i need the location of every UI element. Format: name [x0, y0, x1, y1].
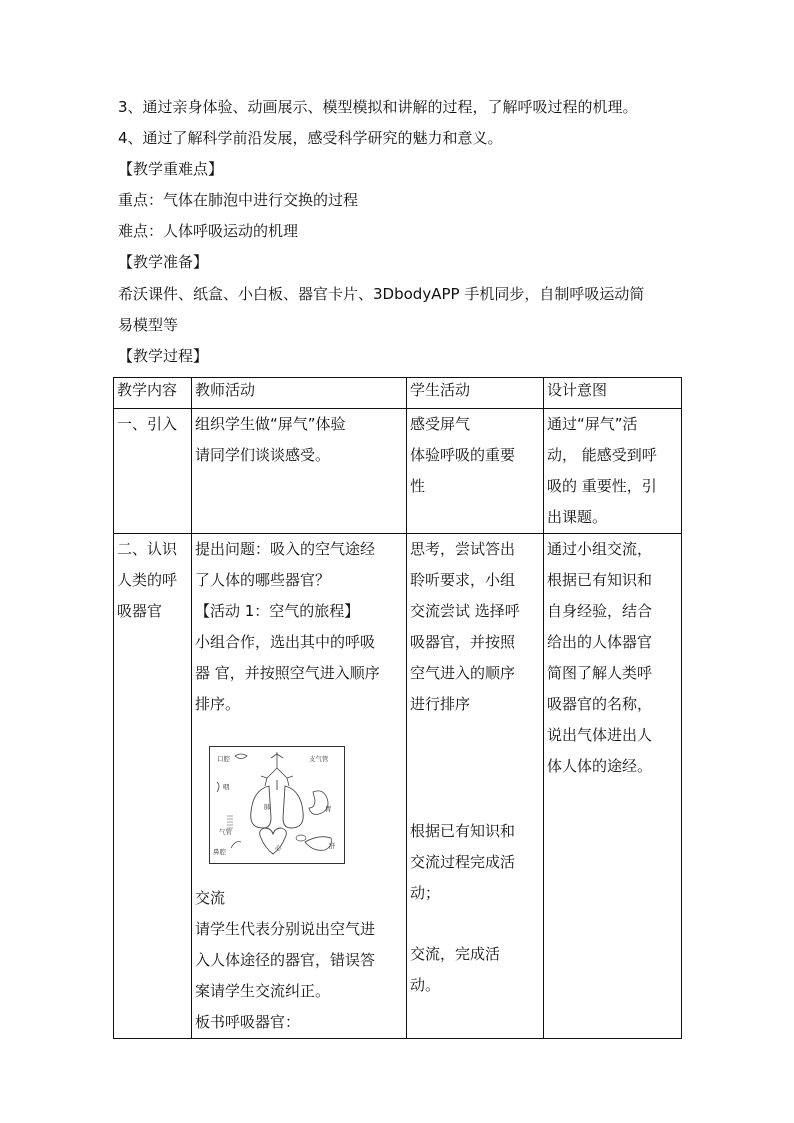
text-line: 请学生代表分别说出空气进	[195, 920, 376, 938]
text-line: 根据已有知识和	[547, 571, 653, 589]
text-line: 动。	[410, 976, 441, 994]
text-line: 通过小组交流，	[547, 540, 653, 558]
table-row	[114, 409, 682, 534]
text-line: 思考，尝试答出	[410, 540, 516, 558]
preparation-line-2: 易模型等	[118, 316, 179, 334]
text-line: 交流，完成活	[410, 945, 501, 963]
heart-icon	[260, 828, 287, 854]
label-lung: 肺	[264, 803, 271, 811]
label-throat: 咽	[223, 783, 230, 791]
text-line: 提出问题：吸入的空气途经	[195, 540, 376, 558]
text-line: 体人体的途经。	[547, 757, 653, 775]
heading-process: 【教学过程】	[118, 347, 209, 365]
heading-preparation: 【教学准备】	[118, 253, 209, 271]
text-line: 简图了解人类呼	[547, 664, 653, 682]
text-line: 吸器官的名称，	[547, 695, 653, 713]
key-point: 重点：气体在肺泡中进行交换的过程	[118, 191, 359, 209]
text-line: 进行排序	[410, 695, 471, 713]
label-stomach: 胃	[325, 805, 332, 813]
throat-icon	[217, 782, 219, 792]
spacer	[410, 909, 540, 939]
stomach-icon	[309, 791, 328, 815]
text-line: 交流尝试 选择呼	[410, 602, 520, 620]
text-line: 器 官，并按照空气进入顺序	[195, 664, 380, 682]
row1-teacher	[192, 409, 407, 534]
text-line: 说出气体进出人	[547, 726, 653, 744]
text-line: 排序。	[195, 695, 241, 713]
text-line: 聆听要求，小组	[410, 571, 516, 589]
text-line: 出课题。	[547, 508, 608, 526]
text-line: 人类的呼	[117, 571, 178, 589]
text-line: 二、认识	[117, 540, 178, 558]
text-line: 入人体途径的器官，错误答	[195, 951, 376, 969]
label-mouth: 口腔	[217, 755, 230, 763]
text-line: 性	[410, 477, 426, 495]
row1-content: 一、引入	[114, 409, 192, 534]
row2-student	[407, 534, 544, 1039]
organ-icon	[296, 835, 306, 841]
row2-content	[114, 534, 192, 1039]
preparation-line-1: 希沃课件、纸盒、小白板、器官卡片、3DbodyAPP 手机同步，自制呼吸运动简	[118, 285, 645, 303]
row2-teacher	[192, 534, 407, 1039]
row2-intent	[544, 534, 682, 1039]
row1-intent	[544, 409, 682, 534]
spacer	[410, 720, 540, 816]
text-line: 组织学生做“屏气”体验	[195, 415, 346, 433]
label-windpipe: 气管	[219, 828, 232, 836]
header-intent: 设计意图	[544, 378, 682, 409]
lesson-process-table	[113, 377, 682, 1039]
table-header-row	[114, 378, 682, 409]
table-row	[114, 534, 682, 1039]
text-line: 请同学们谈谈感受。	[195, 446, 331, 464]
text-line: 自身经验，结合	[547, 602, 653, 620]
objective-4: 4、通过了解科学前沿发展，感受科学研究的魅力和意义。	[118, 129, 503, 147]
nose-icon	[231, 842, 241, 848]
text-line: 体验呼吸的重要	[410, 446, 516, 464]
label-trachea: 支气管	[309, 755, 329, 763]
objective-3: 3、通过亲身体验、动画展示、模型模拟和讲解的过程，了解呼吸过程的机理。	[118, 98, 638, 116]
row1-student	[407, 409, 544, 534]
label-liver: 肝	[329, 842, 336, 850]
lungs-icon	[251, 780, 304, 828]
difficulty-point: 难点：人体呼吸运动的机理	[118, 222, 299, 240]
text-line: 通过“屏气”活	[547, 415, 638, 433]
windpipe-icon	[227, 816, 233, 828]
text-line: 板书呼吸器官：	[195, 1013, 301, 1031]
heading-key-points: 【教学重难点】	[118, 160, 224, 178]
liver-icon	[305, 837, 331, 851]
respiratory-organs-figure	[209, 746, 345, 864]
text-line: 给出的人体器官	[547, 633, 653, 651]
header-content: 教学内容	[114, 378, 192, 409]
label-nose: 鼻腔	[213, 848, 226, 856]
text-line: 交流过程完成活	[410, 853, 516, 871]
header-teacher: 教师活动	[192, 378, 407, 409]
text-line: 吸器官	[117, 602, 163, 620]
text-line: 交流	[195, 889, 226, 907]
mouth-icon	[235, 754, 247, 759]
text-line: 感受屏气	[410, 415, 471, 433]
text-line: 案请学生交流纠正。	[195, 982, 331, 1000]
text-line: 吸的 重要性，引	[547, 477, 657, 495]
text-line: 空气进入的顺序	[410, 664, 516, 682]
text-line: 根据已有知识和	[410, 822, 516, 840]
text-line: 小组合作，选出其中的呼吸	[195, 633, 376, 651]
text-line: 动， 能感受到呼	[547, 446, 657, 464]
header-student: 学生活动	[407, 378, 544, 409]
text-line: 了人体的哪些器官？	[195, 571, 331, 589]
text-line: 动；	[410, 884, 441, 902]
text-line: 吸器官，并按照	[410, 633, 516, 651]
label-heart: 心	[275, 844, 282, 852]
text-line: 【活动 1：空气的旅程】	[195, 602, 360, 620]
